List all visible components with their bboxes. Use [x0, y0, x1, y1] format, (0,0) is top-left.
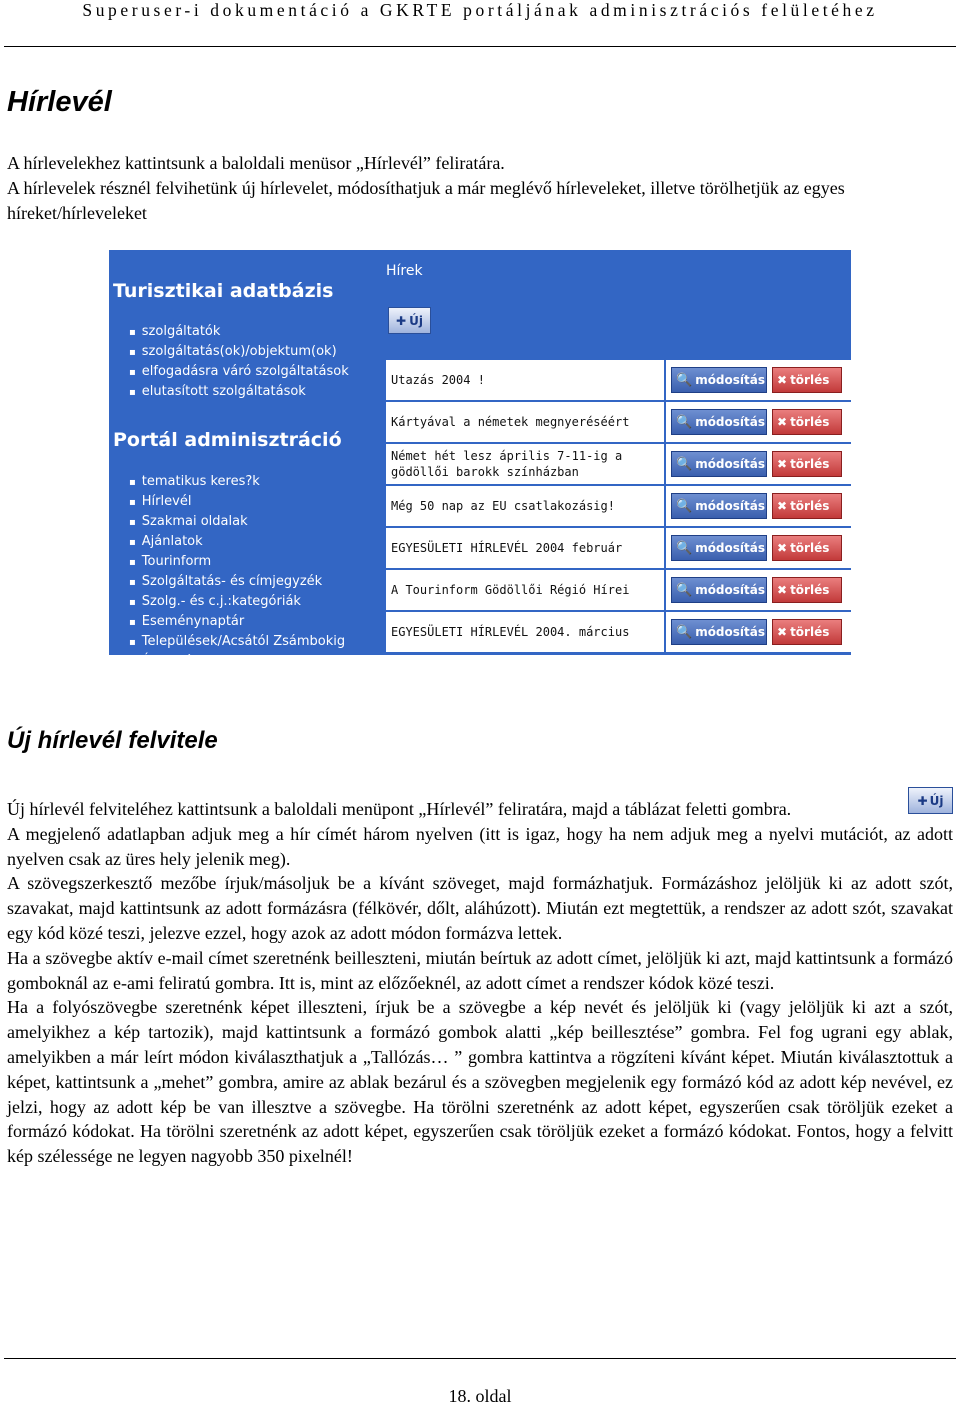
sidebar-list-portal — [129, 472, 345, 672]
subsection-title: Új hírlevél felvitele — [7, 727, 218, 754]
row-actions — [666, 486, 851, 526]
modify-label: módosítás — [695, 541, 766, 555]
inline-new-label: Új — [929, 793, 944, 808]
row-actions — [666, 444, 851, 484]
paragraph: Ha a szövegbe aktív e-mail címet szeretnénk beilleszteni, miután beírtuk az adott címet, jelöljük ki azt, majd kattintsunk a formázó gomboknál az e-ami feliratú gombra. Itt is, mint az előzőeknél, az adott címet a rendszer kódok közé teszi. — [7, 947, 953, 993]
magnifier-icon: 🔍 — [676, 372, 693, 388]
modify-label: módosítás — [695, 583, 766, 597]
new-news-button[interactable] — [388, 307, 431, 334]
row-actions — [666, 402, 851, 442]
news-title: Kártyával a németek megnyeréséért — [386, 402, 664, 442]
table-row — [386, 486, 851, 526]
footer-rule — [4, 1358, 956, 1359]
delete-icon: ✖ — [777, 373, 788, 387]
intro-text — [7, 151, 953, 226]
sidebar-item[interactable]: ▪ Ajánlatok — [129, 532, 345, 552]
delete-icon: ✖ — [777, 499, 788, 513]
news-title: Utazás 2004 ! — [386, 360, 664, 400]
row-actions — [666, 528, 851, 568]
delete-label: törlés — [790, 499, 830, 513]
sidebar-item[interactable]: ▪ Települések/Acsától Zsámbokig — [129, 632, 345, 652]
magnifier-icon: 🔍 — [676, 540, 693, 556]
delete-button[interactable] — [772, 409, 842, 435]
sidebar-heading-tourism-db: Turisztikai adatbázis — [113, 280, 334, 302]
delete-icon: ✖ — [777, 583, 788, 597]
paragraph: A szövegszerkesztő mezőbe írjuk/másoljuk be a kívánt szöveget, majd formázhatjuk. Formázáshoz jelöljük ki az adott szót, szavakat, majd kattintsunk az adott formázásra (félkövér, dőlt, aláhúzott). Miután ezt megtettük, a rendszer az adott szót, szavakat egy kód közé teszi, jelezve ezzel, hogy azok az adott módon formázva lettek. — [7, 873, 953, 943]
table-row — [386, 528, 851, 568]
table-row — [386, 402, 851, 442]
delete-label: törlés — [790, 373, 830, 387]
section-title: Hírlevél — [7, 86, 112, 118]
delete-icon: ✖ — [777, 415, 788, 429]
row-actions — [666, 570, 851, 610]
magnifier-icon: 🔍 — [676, 498, 693, 514]
row-actions — [666, 360, 851, 400]
sidebar-heading-portal-admin: Portál adminisztráció — [113, 429, 342, 451]
body-text — [7, 797, 953, 1169]
modify-button[interactable] — [671, 367, 767, 393]
news-title: EGYESÜLETI HÍRLEVÉL 2004 február — [386, 528, 664, 568]
delete-icon: ✖ — [777, 625, 788, 639]
news-title: Még 50 nap az EU csatlakozásig! — [386, 486, 664, 526]
add-icon: ✚ — [396, 313, 407, 328]
delete-icon: ✖ — [777, 541, 788, 555]
sidebar-item[interactable]: ▪ Tourinform — [129, 552, 345, 572]
sidebar-item[interactable]: ▪ Szakmai oldalak — [129, 512, 345, 532]
news-title: A Tourinform Gödöllői Régió Hírei — [386, 570, 664, 610]
page-number: 18. oldal — [448, 1386, 512, 1406]
paragraph: Ha a folyószövegbe szeretnénk képet illeszteni, írjuk be a szövegbe a kép nevét és jelöljük ki (vagy jelöljük ki azt a szót, amelyikhez a kép tartozik), majd kattintsunk a formázó gombok alatti „kép beillesztése” gombra. Fel fog ugrani egy ablak, amelyikben a már leírt módon kiválaszthatjuk a „Tallózás… ” gombra kattintva a rögzíteni kívánt képet. Miután kiválasztottuk a képet, kattintsunk a „mehet” gombra, amire az ablak bezárul és a szövegben megjelenik egy formázó kód az adott kép nevével, ez jelzi, hogy az adott kép be van illesztve a szövegbe. Ha törölni szeretnénk az adott képet, egyszerűen csak töröljük ezeket a formázó kódokat. Ha törölni szeretnénk az adott képet, egyszerűen csak töröljük ezeket a formázó kódokat. Fontos, hogy a felvitt kép szélessége ne legyen nagyobb 350 pixelnél! — [7, 997, 953, 1167]
sidebar-list-tourism — [129, 322, 349, 402]
modify-button[interactable] — [671, 493, 767, 519]
sidebar-item[interactable]: ▪ Eseménynaptár — [129, 612, 345, 632]
sidebar-item[interactable]: ▪ szolgáltatás(ok)/objektum(ok) — [129, 342, 349, 362]
delete-label: törlés — [790, 625, 830, 639]
header-rule — [4, 46, 956, 47]
add-icon: ✚ — [917, 793, 928, 808]
delete-button[interactable] — [772, 493, 842, 519]
delete-button[interactable] — [772, 535, 842, 561]
magnifier-icon: 🔍 — [676, 582, 693, 598]
delete-button[interactable] — [772, 619, 842, 645]
sidebar-item[interactable]: ▪ tematikus keres?k — [129, 472, 345, 492]
sidebar-item[interactable]: ▪ Ált. infók — [129, 652, 345, 672]
sidebar-item[interactable]: ▪ elfogadásra váró szolgáltatások — [129, 362, 349, 382]
sidebar-item[interactable]: ▪ Szolgáltatás- és címjegyzék — [129, 572, 345, 592]
delete-button[interactable] — [772, 577, 842, 603]
magnifier-icon: 🔍 — [676, 456, 693, 472]
table-row — [386, 444, 851, 484]
delete-label: törlés — [790, 457, 830, 471]
row-actions — [666, 612, 851, 652]
admin-screenshot — [109, 250, 851, 669]
page-header-title: Superuser-i dokumentáció a GKRTE portáljának adminisztrációs felületéhez — [82, 0, 878, 20]
intro-line-2: A hírlevelek résznél felvihetünk új hírlevelet, módosíthatjuk a már meglévő hírleveleket, illetve törölhetjük az egyes híreket/hírleveleket — [7, 178, 845, 223]
modify-button[interactable] — [671, 409, 767, 435]
modify-label: módosítás — [695, 415, 766, 429]
modify-button[interactable] — [671, 451, 767, 477]
table-row — [386, 360, 851, 400]
modify-button[interactable] — [671, 535, 767, 561]
modify-label: módosítás — [695, 457, 766, 471]
news-title: Német hét lesz április 7-11-ig a gödöllői barokk színházban — [386, 444, 664, 484]
paragraph: Új hírlevél felviteléhez kattintsunk a baloldali menüpont „Hírlevél” feliratára, majd a táblázat feletti gombra. — [7, 799, 792, 819]
sidebar-item-hirlevel[interactable]: ▪ Hírlevél — [129, 492, 345, 512]
sidebar-item[interactable]: ▪ Szolg.- és c.j.:kategóriák — [129, 592, 345, 612]
modify-button[interactable] — [671, 577, 767, 603]
sidebar-item[interactable]: ▪ elutasított szolgáltatások — [129, 382, 349, 402]
delete-label: törlés — [790, 583, 830, 597]
modify-button[interactable] — [671, 619, 767, 645]
paragraph: A megjelenő adatlapban adjuk meg a hír címét három nyelven (itt is igaz, hogy ha nem adjuk meg a nyelvi mutációt, az adott nyelven csak az üres hely jelenik meg). — [7, 823, 953, 869]
magnifier-icon: 🔍 — [676, 414, 693, 430]
intro-line-1: A hírlevelekhez kattintsunk a baloldali menüsor „Hírlevél” feliratára. — [7, 153, 505, 173]
delete-button[interactable] — [772, 367, 842, 393]
magnifier-icon: 🔍 — [676, 624, 693, 640]
delete-icon: ✖ — [777, 457, 788, 471]
sidebar-item[interactable]: ▪ szolgáltatók — [129, 322, 349, 342]
delete-label: törlés — [790, 415, 830, 429]
new-button-label: Új — [409, 313, 423, 328]
delete-button[interactable] — [772, 451, 842, 477]
delete-label: törlés — [790, 541, 830, 555]
table-row — [386, 570, 851, 610]
table-row — [386, 612, 851, 652]
modify-label: módosítás — [695, 499, 766, 513]
news-label: Hírek — [386, 263, 423, 279]
modify-label: módosítás — [695, 373, 766, 387]
news-title: EGYESÜLETI HÍRLEVÉL 2004. március — [386, 612, 664, 652]
modify-label: módosítás — [695, 625, 766, 639]
